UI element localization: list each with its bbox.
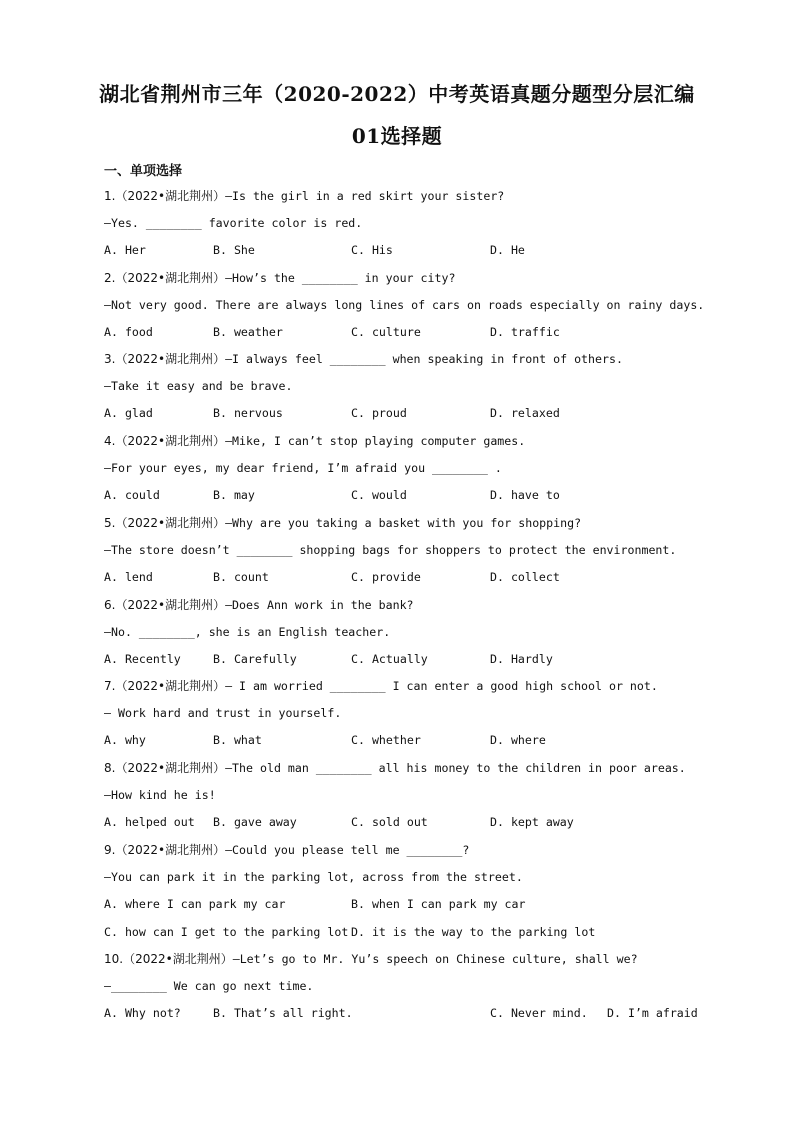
option-b: B. when I can park my car: [351, 897, 526, 912]
question-source: （2022•湖北荆州）: [115, 434, 226, 448]
question-response: —For your eyes, my dear friend, I’m afraid you ________ .: [104, 461, 502, 476]
question-number: 7.: [104, 679, 116, 693]
question-source: （2022•湖北荆州）: [115, 516, 226, 530]
question-source: （2022•湖北荆州）: [115, 598, 226, 612]
question-response: —________ We can go next time.: [104, 979, 314, 994]
question-prompt: —Is the girl in a red skirt your sister?: [225, 189, 505, 203]
option-c: C. how can I get to the parking lot: [104, 924, 349, 939]
question-source: （2022•湖北荆州）: [123, 952, 233, 966]
option-row: [104, 485, 744, 505]
option-d: D. traffic: [490, 325, 560, 340]
question-prompt: — I am worried ________ I can enter a good high school or not.: [225, 679, 658, 693]
option-a: A. Recently: [104, 652, 181, 667]
option-row: [104, 922, 744, 942]
question-number: 6.: [104, 598, 116, 612]
option-d: D. He: [490, 243, 525, 258]
question-prompt: —Could you please tell me ________?: [225, 843, 470, 857]
question-prompt: —Mike, I can’t stop playing computer games.: [225, 434, 526, 448]
option-d: D. where: [490, 733, 546, 748]
question-number: 5.: [104, 516, 116, 530]
option-d: D. relaxed: [490, 406, 560, 421]
option-a: A. glad: [104, 406, 153, 421]
option-c: C. His: [351, 243, 393, 258]
option-b: B. weather: [213, 325, 283, 340]
option-d: D. it is the way to the parking lot: [351, 924, 596, 939]
option-a: A. Why not?: [104, 1006, 181, 1021]
option-b: B. may: [213, 488, 255, 503]
option-d: D. Hardly: [490, 652, 553, 667]
option-row: [104, 567, 744, 587]
question-stem: [104, 186, 744, 206]
option-c: C. Never mind.: [490, 1006, 588, 1021]
page-title: 湖北省荆州市三年（2020-2022）中考英语真题分题型分层汇编: [99, 82, 695, 106]
question-number: 4.: [104, 434, 116, 448]
option-a: A. lend: [104, 570, 153, 585]
question-response: —How kind he is!: [104, 788, 216, 803]
section-title: 一、单项选择: [104, 164, 183, 179]
option-row: [104, 322, 744, 342]
question-response: —The store doesn’t ________ shopping bags for shoppers to protect the environment.: [104, 543, 677, 558]
option-c: C. sold out: [351, 815, 428, 830]
question-number: 10.: [104, 952, 124, 966]
question-prompt: —How’s the ________ in your city?: [225, 271, 456, 285]
option-b: B. She: [213, 243, 255, 258]
question-source: （2022•湖北荆州）: [115, 271, 226, 285]
option-c: C. would: [351, 488, 407, 503]
question-response: —You can park it in the parking lot, across from the street.: [104, 870, 523, 885]
option-row: [104, 894, 744, 914]
question-prompt: —I always feel ________ when speaking in front of others.: [225, 352, 623, 366]
question-source: （2022•湖北荆州）: [115, 679, 226, 693]
option-d: D. collect: [490, 570, 560, 585]
option-d: D. have to: [490, 488, 560, 503]
question-prompt: —The old man ________ all his money to the children in poor areas.: [225, 761, 686, 775]
question-source: （2022•湖北荆州）: [115, 843, 226, 857]
option-d: D. I’m afraid: [607, 1006, 698, 1021]
option-a: A. could: [104, 488, 160, 503]
option-row: [104, 649, 744, 669]
option-row: [104, 812, 744, 832]
question-stem: [104, 349, 744, 369]
option-b: B. what: [213, 733, 262, 748]
question-number: 9.: [104, 843, 116, 857]
option-row: [104, 730, 744, 750]
question-response: —Take it easy and be brave.: [104, 379, 293, 394]
option-c: C. provide: [351, 570, 421, 585]
option-c: C. proud: [351, 406, 407, 421]
question-stem: [104, 676, 744, 696]
question-number: 1.: [104, 189, 116, 203]
question-response: —Yes. ________ favorite color is red.: [104, 216, 363, 231]
question-source: （2022•湖北荆州）: [115, 761, 226, 775]
question-prompt: —Why are you taking a basket with you for shopping?: [225, 516, 582, 530]
option-row: [104, 403, 744, 423]
option-d: D. kept away: [490, 815, 574, 830]
question-stem: [104, 595, 744, 615]
question-stem: [104, 949, 744, 969]
option-b: B. nervous: [213, 406, 283, 421]
question-number: 2.: [104, 271, 116, 285]
question-stem: [104, 268, 744, 288]
question-number: 3.: [104, 352, 116, 366]
option-b: B. count: [213, 570, 269, 585]
option-b: B. That’s all right.: [213, 1006, 353, 1021]
question-stem: [104, 840, 744, 860]
question-source: （2022•湖北荆州）: [115, 189, 226, 203]
option-b: B. Carefully: [213, 652, 297, 667]
option-a: A. Her: [104, 243, 146, 258]
question-stem: [104, 513, 744, 533]
option-row: [104, 1003, 744, 1023]
page-subtitle: 01选择题: [351, 124, 443, 148]
option-c: C. Actually: [351, 652, 428, 667]
option-b: B. gave away: [213, 815, 297, 830]
option-row: [104, 240, 744, 260]
option-a: A. helped out: [104, 815, 195, 830]
option-c: C. whether: [351, 733, 421, 748]
question-response: — Work hard and trust in yourself.: [104, 706, 342, 721]
question-number: 8.: [104, 761, 116, 775]
option-a: A. why: [104, 733, 146, 748]
question-source: （2022•湖北荆州）: [115, 352, 226, 366]
question-prompt: —Let’s go to Mr. Yu’s speech on Chinese culture, shall we?: [232, 952, 638, 966]
question-stem: [104, 431, 744, 451]
question-stem: [104, 758, 744, 778]
option-c: C. culture: [351, 325, 421, 340]
question-response: —Not very good. There are always long lines of cars on roads especially on rainy days.: [104, 298, 705, 313]
question-prompt: —Does Ann work in the bank?: [225, 598, 414, 612]
question-response: —No. ________, she is an English teacher.: [104, 625, 391, 640]
option-a: A. where I can park my car: [104, 897, 286, 912]
option-a: A. food: [104, 325, 153, 340]
